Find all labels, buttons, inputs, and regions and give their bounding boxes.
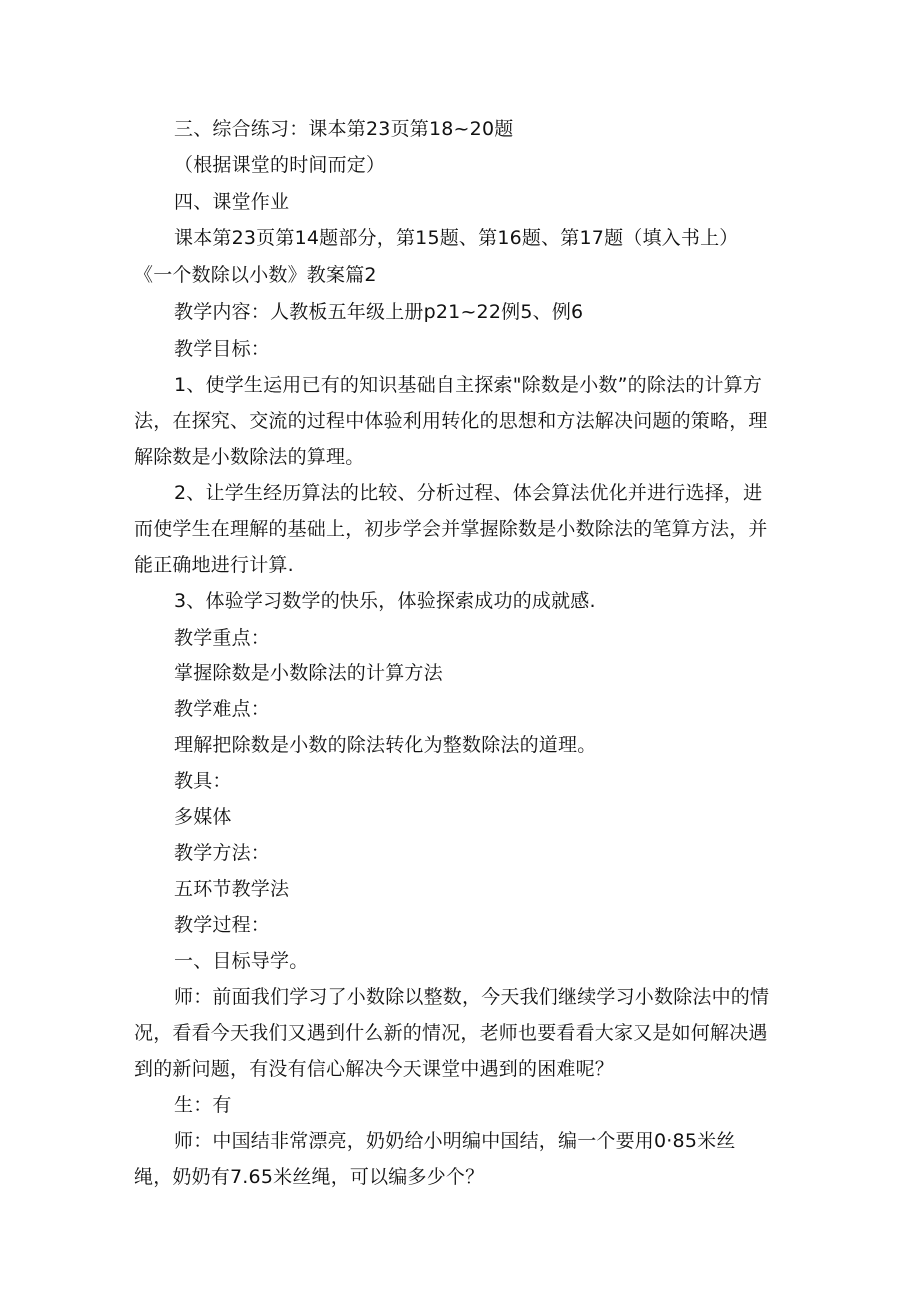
paragraph-objective-2: 能正确地进行计算. [134, 554, 294, 576]
paragraph-difficulties: 理解把除数是小数的除法转化为整数除法的道理。 [174, 734, 597, 756]
paragraph-objective-1: 1、使学生运用已有的知识基础自主探索"除数是小数”的除法的计算方 [174, 374, 763, 396]
label-difficulties: 教学难点： [174, 698, 271, 720]
paragraph-teacher-intro: 况，看看今天我们又遇到什么新的情况，老师也要看看大家又是如何解决遇 [134, 1022, 768, 1044]
section-heading-homework: 四、课堂作业 [174, 191, 290, 213]
paragraph-teaching-aids: 多媒体 [174, 806, 232, 828]
label-objectives: 教学目标： [174, 338, 271, 360]
paragraph-teacher-intro: 到的新问题，有没有信心解决今天课堂中遇到的困难呢？ [134, 1058, 615, 1080]
section-heading-practice: 三、综合练习：课本第23页第18~20题 [174, 118, 514, 140]
label-teaching-methods: 教学方法： [174, 842, 271, 864]
paragraph-objective-1: 解除数是小数除法的算理。 [134, 446, 365, 468]
paragraph-objective-3: 3、体验学习数学的快乐，体验探索成功的成就感. [174, 590, 596, 612]
paragraph-content: 教学内容：人教板五年级上册p21~22例5、例6 [174, 301, 584, 323]
label-teaching-process: 教学过程： [174, 914, 271, 936]
paragraph-objective-1: 法，在探究、交流的过程中体验利用转化的思想和方法解决问题的策略，理 [134, 410, 768, 432]
paragraph-teacher-question: 师：中国结非常漂亮，奶奶给小明编中国结，编一个要用0·85米丝 [174, 1130, 736, 1152]
label-teaching-aids: 教具： [174, 770, 232, 792]
document-title: 《一个数除以小数》教案篇2 [134, 264, 377, 286]
label-key-points: 教学重点： [174, 627, 271, 649]
paragraph-teacher-question: 绳，奶奶有7.65米丝绳，可以编多少个？ [134, 1166, 485, 1188]
paragraph-homework: 课本第23页第14题部分，第15题、第16题、第17题（填入书上） [174, 227, 739, 249]
paragraph-teaching-methods: 五环节教学法 [174, 878, 290, 900]
section-heading-goal-guidance: 一、目标导学。 [174, 950, 309, 972]
paragraph-student-reply: 生：有 [174, 1094, 232, 1116]
paragraph-teacher-intro: 师：前面我们学习了小数除以整数，今天我们继续学习小数除法中的情 [174, 986, 770, 1008]
paragraph-objective-2: 2、让学生经历算法的比较、分析过程、体会算法优化并进行选择，进 [174, 482, 763, 504]
paragraph-note: （根据课堂的时间而定） [174, 154, 386, 176]
paragraph-key-points: 掌握除数是小数除法的计算方法 [174, 662, 443, 684]
paragraph-objective-2: 而使学生在理解的基础上，初步学会并掌握除数是小数除法的笔算方法，并 [134, 518, 768, 540]
